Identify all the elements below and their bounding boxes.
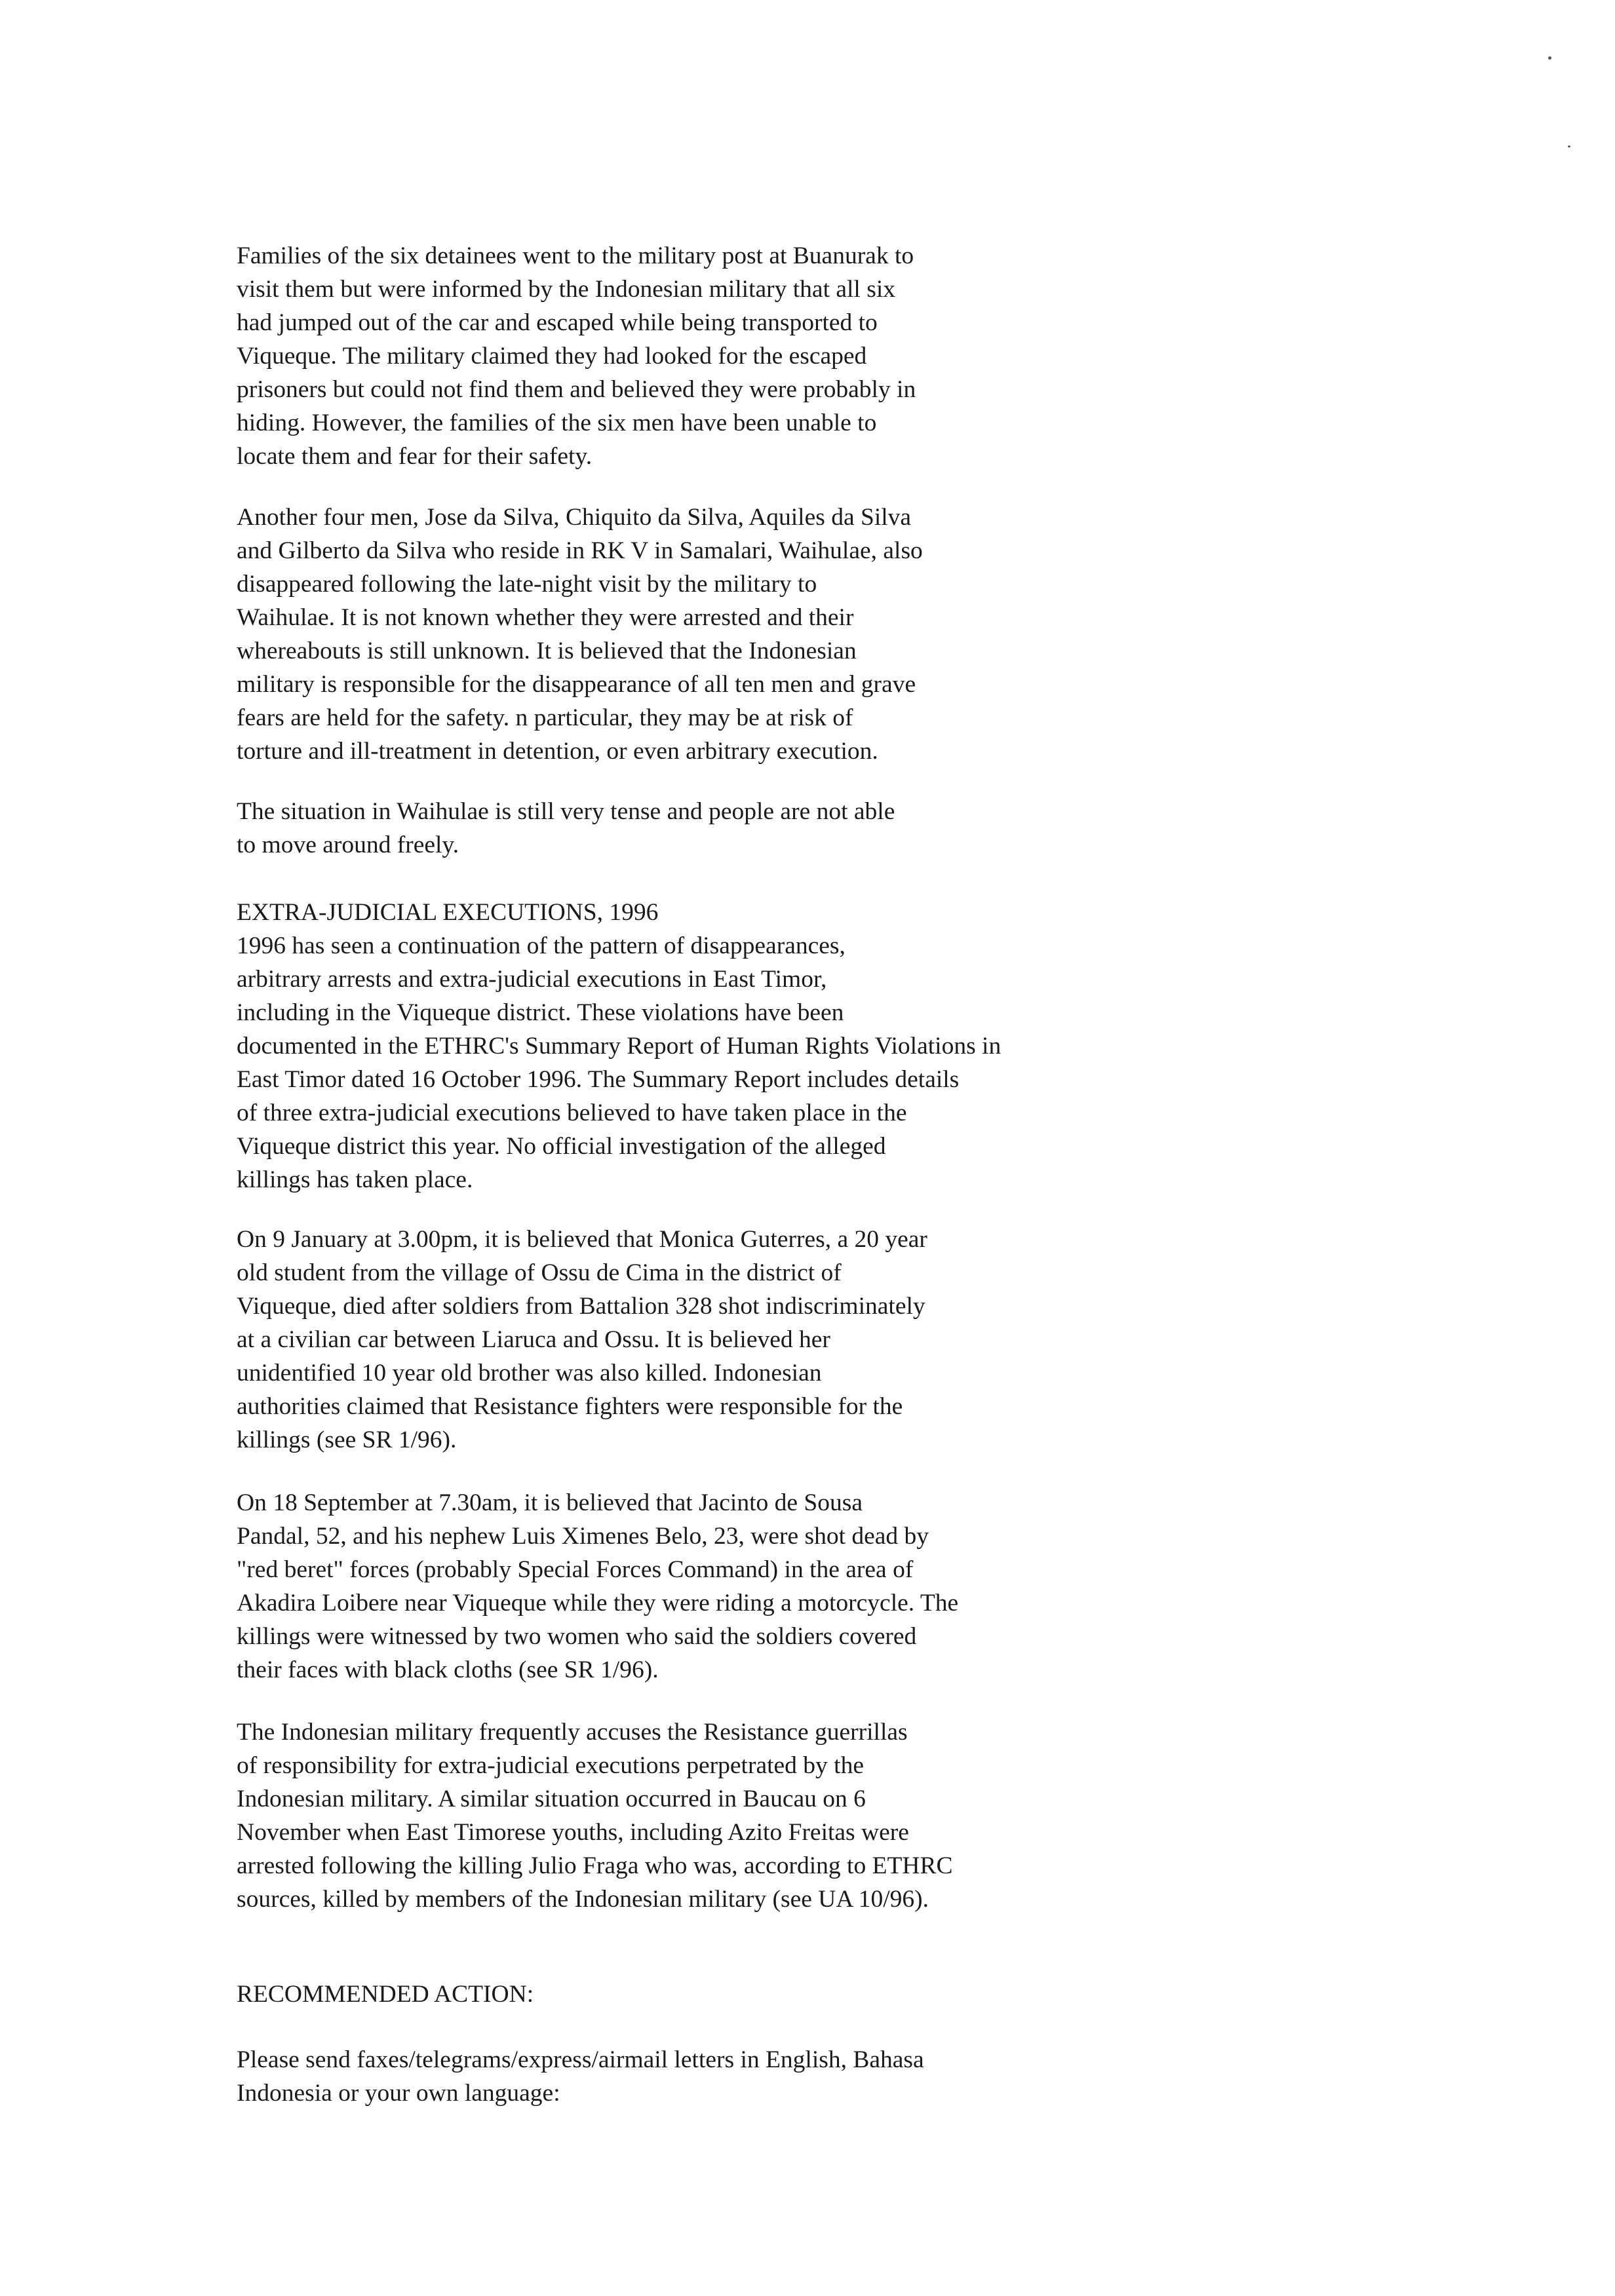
text-line: On 18 September at 7.30am, it is believed that Jacinto de Sousa (237, 1489, 863, 1516)
paragraph-situation (237, 795, 1167, 862)
text-line: Indonesian military. A similar situation occurred in Baucau on 6 (237, 1786, 866, 1812)
paragraph-january-9 (237, 1223, 1167, 1457)
text-line: old student from the village of Ossu de Cima in the district of (237, 1259, 842, 1286)
text-line: Families of the six detainees went to the military post at Buanurak to (237, 242, 914, 269)
text-line: EXTRA-JUDICIAL EXECUTIONS, 1996 (237, 899, 659, 926)
text-line: Pandal, 52, and his nephew Luis Ximenes Belo, 23, were shot dead by (237, 1523, 929, 1550)
text-line: Waihulae. It is not known whether they were arrested and their (237, 604, 854, 631)
text-line: November when East Timorese youths, including Azito Freitas were (237, 1819, 909, 1846)
text-line: killings has taken place. (237, 1166, 473, 1193)
text-line: of three extra-judicial executions believed to have taken place in the (237, 1100, 907, 1126)
text-line: to move around freely. (237, 832, 459, 858)
scan-speck (1568, 145, 1570, 147)
text-line: and Gilberto da Silva who reside in RK V in Samalari, Waihulae, also (237, 537, 923, 564)
paragraph-september-18 (237, 1486, 1167, 1687)
scan-speck (1548, 56, 1551, 60)
text-line: Viqueque. The military claimed they had looked for the escaped (237, 343, 867, 370)
text-line: authorities claimed that Resistance fighters were responsible for the (237, 1393, 903, 1420)
text-line: Viqueque district this year. No official investigation of the alleged (237, 1133, 886, 1160)
text-line: sources, killed by members of the Indonesian military (see UA 10/96). (237, 1886, 929, 1913)
text-line: documented in the ETHRC's Summary Report of Human Rights Violations in (237, 1033, 1002, 1060)
text-line: On 9 January at 3.00pm, it is believed that Monica Guterres, a 20 year (237, 1226, 927, 1253)
text-line: their faces with black cloths (see SR 1/96). (237, 1656, 659, 1683)
text-line: Viqueque, died after soldiers from Battalion 328 shot indiscriminately (237, 1293, 925, 1320)
text-line: East Timor dated 16 October 1996. The Summary Report includes details (237, 1066, 960, 1093)
text-line: "red beret" forces (probably Special Forces Command) in the area of (237, 1556, 914, 1583)
text-line: hiding. However, the families of the six men have been unable to (237, 410, 877, 436)
text-line: whereabouts is still unknown. It is believed that the Indonesian (237, 638, 857, 664)
text-line: prisoners but could not find them and believed they were probably in (237, 376, 916, 403)
text-line: torture and ill-treatment in detention, or even arbitrary execution. (237, 738, 878, 765)
recommended-action-instructions (237, 2043, 1167, 2110)
text-line: at a civilian car between Liaruca and Ossu. It is believed her (237, 1326, 830, 1353)
paragraph-four-men (237, 501, 1167, 768)
text-line: arbitrary arrests and extra-judicial executions in East Timor, (237, 966, 827, 993)
text-line: including in the Viqueque district. These violations have been (237, 999, 844, 1026)
text-line: Please send faxes/telegrams/express/airmail letters in English, Bahasa (237, 2046, 924, 2073)
text-line: fears are held for the safety. n particular, they may be at risk of (237, 704, 853, 731)
text-line: killings (see SR 1/96). (237, 1426, 457, 1453)
text-line: arrested following the killing Julio Fraga who was, according to ETHRC (237, 1852, 953, 1879)
text-line: disappeared following the late-night visit by the military to (237, 571, 817, 598)
recommended-action-heading: RECOMMENDED ACTION: (237, 1981, 534, 2008)
text-line: Another four men, Jose da Silva, Chiquito da Silva, Aquiles da Silva (237, 504, 912, 531)
paragraph-families-detainees (237, 239, 1167, 473)
text-line: The Indonesian military frequently accuses the Resistance guerrillas (237, 1719, 908, 1746)
paragraph-accuses-resistance (237, 1715, 1167, 1916)
text-line: locate them and fear for their safety. (237, 443, 593, 470)
text-line: Akadira Loibere near Viqueque while they were riding a motorcycle. The (237, 1590, 959, 1617)
paragraph-extra-judicial-executions (237, 896, 1167, 1196)
text-line: of responsibility for extra-judicial executions perpetrated by the (237, 1752, 864, 1779)
text-line: unidentified 10 year old brother was also killed. Indonesian (237, 1360, 822, 1387)
text-line: Indonesia or your own language: (237, 2080, 560, 2107)
text-line: The situation in Waihulae is still very tense and people are not able (237, 798, 895, 825)
text-line: killings were witnessed by two women who said the soldiers covered (237, 1623, 917, 1650)
text-line: military is responsible for the disappearance of all ten men and grave (237, 671, 916, 698)
text-line: had jumped out of the car and escaped while being transported to (237, 309, 878, 336)
text-line: 1996 has seen a continuation of the pattern of disappearances, (237, 932, 846, 959)
text-line: visit them but were informed by the Indonesian military that all six (237, 276, 895, 303)
